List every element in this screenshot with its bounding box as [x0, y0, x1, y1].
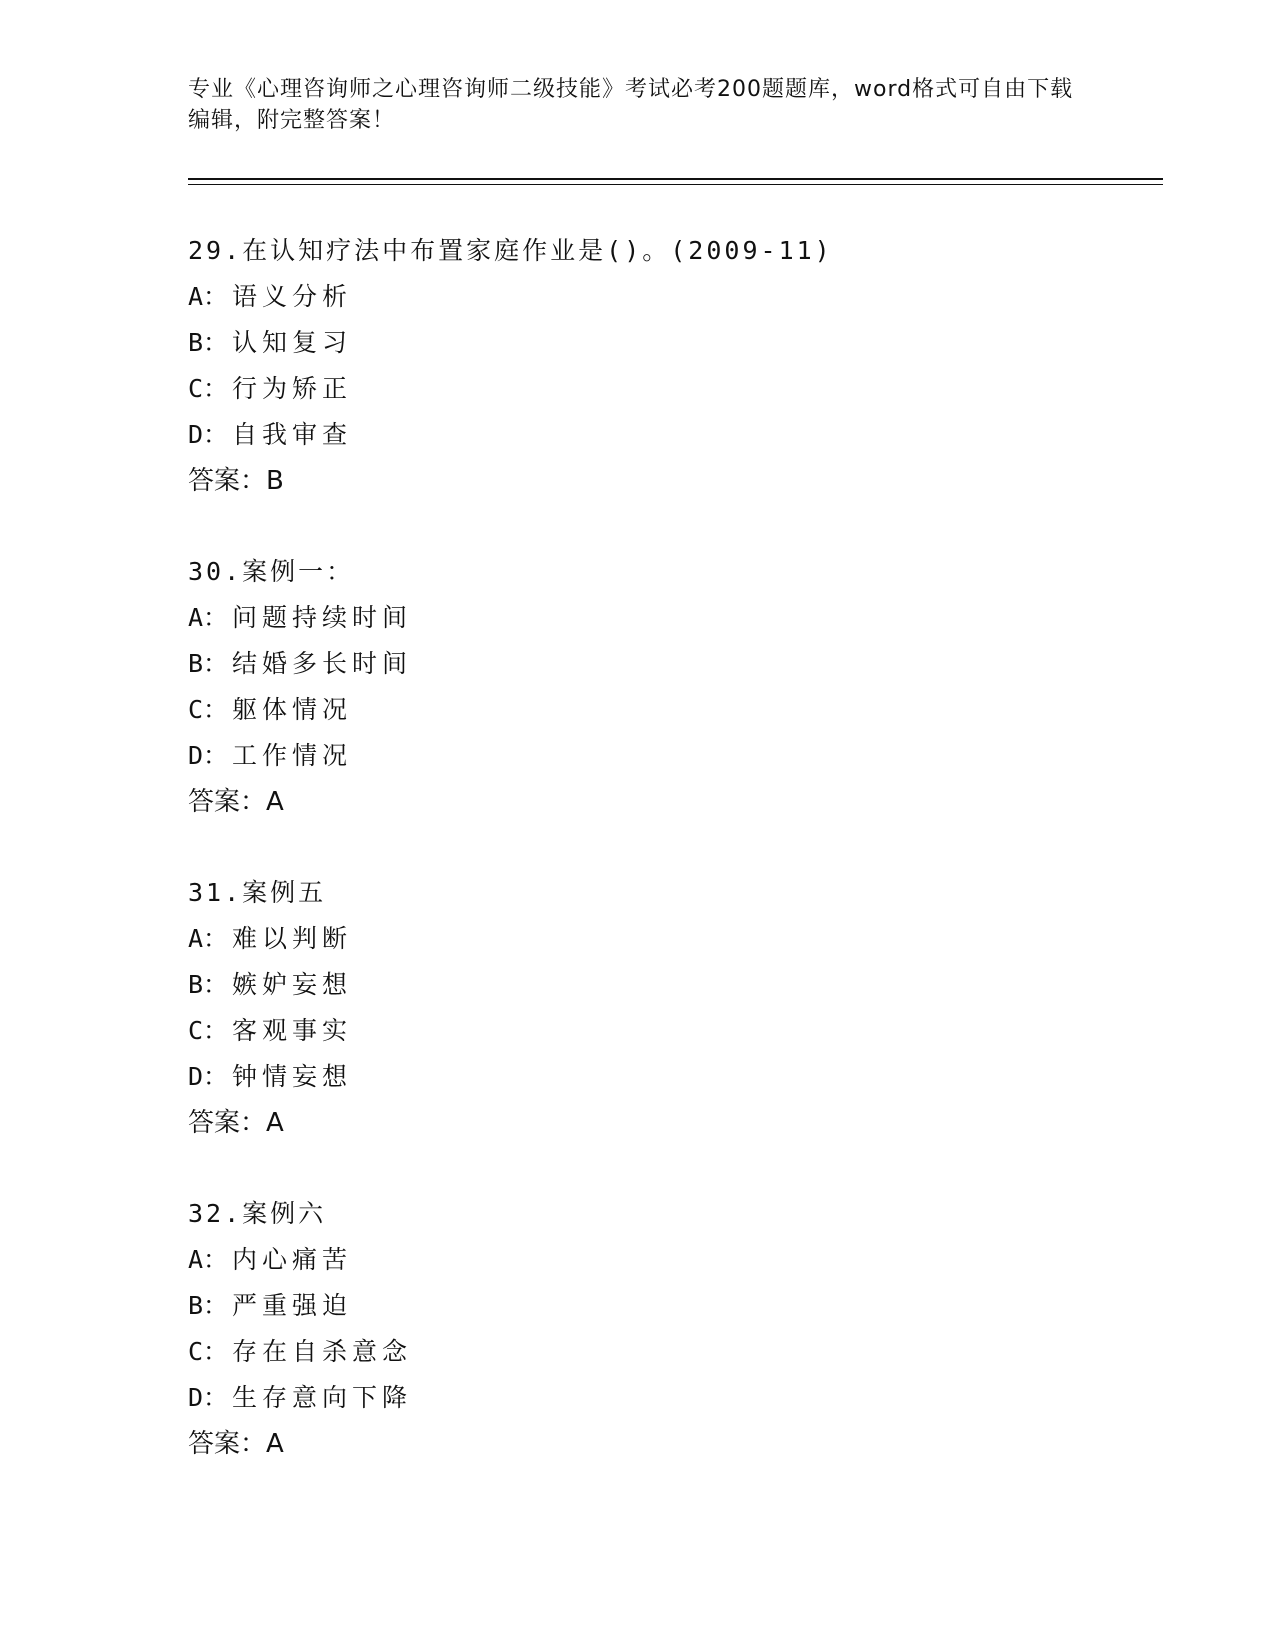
option-letter: A：: [188, 924, 229, 953]
option-letter: A：: [188, 282, 229, 311]
option-letter: A：: [188, 1245, 229, 1274]
option-text: 存在自杀意念: [232, 1337, 413, 1366]
option-c: [188, 366, 1088, 412]
option-text: 自我审查: [232, 420, 353, 449]
option-text: 躯体情况: [232, 695, 353, 724]
option-b: [188, 962, 1088, 1008]
option-c: [188, 1008, 1088, 1054]
option-letter: A：: [188, 603, 229, 632]
answer-line: 答案：A: [188, 1108, 284, 1138]
question-title: 31.案例五: [188, 878, 327, 907]
option-b: [188, 1283, 1088, 1329]
question-title: 32.案例六: [188, 1199, 327, 1228]
option-letter: C：: [188, 1337, 229, 1366]
option-letter: B：: [188, 970, 229, 999]
answer-line: 答案：A: [188, 787, 284, 817]
question-block: [188, 1191, 1088, 1467]
option-a: [188, 916, 1088, 962]
question-block: [188, 228, 1088, 504]
option-letter: B：: [188, 328, 229, 357]
option-text: 工作情况: [232, 741, 353, 770]
option-d: [188, 412, 1088, 458]
option-text: 认知复习: [232, 328, 353, 357]
option-b: [188, 320, 1088, 366]
option-text: 生存意向下降: [232, 1383, 413, 1412]
option-text: 钟情妄想: [232, 1062, 353, 1091]
option-d: [188, 1375, 1088, 1421]
option-text: 严重强迫: [232, 1291, 353, 1320]
option-letter: C：: [188, 374, 229, 403]
option-text: 问题持续时间: [232, 603, 413, 632]
option-letter: B：: [188, 649, 229, 678]
option-text: 难以判断: [232, 924, 353, 953]
option-text: 结婚多长时间: [232, 649, 413, 678]
option-a: [188, 274, 1088, 320]
option-letter: D：: [188, 741, 229, 770]
option-a: [188, 1237, 1088, 1283]
option-c: [188, 1329, 1088, 1375]
option-b: [188, 641, 1088, 687]
option-d: [188, 733, 1088, 779]
answer-line: 答案：B: [188, 466, 284, 496]
option-c: [188, 687, 1088, 733]
option-letter: C：: [188, 1016, 229, 1045]
option-text: 嫉妒妄想: [232, 970, 353, 999]
option-letter: B：: [188, 1291, 229, 1320]
question-block: [188, 870, 1088, 1146]
option-a: [188, 595, 1088, 641]
option-text: 语义分析: [232, 282, 353, 311]
option-letter: D：: [188, 420, 229, 449]
option-letter: D：: [188, 1062, 229, 1091]
option-letter: C：: [188, 695, 229, 724]
header-divider-thin: [188, 184, 1163, 185]
answer-line: 答案：A: [188, 1429, 284, 1459]
question-title: 30.案例一：: [188, 557, 355, 586]
option-text: 客观事实: [232, 1016, 353, 1045]
document-header: 专业《心理咨询师之心理咨询师二级技能》考试必考200题题库，word格式可自由下载编辑，附完整答案！: [188, 77, 1074, 133]
option-d: [188, 1054, 1088, 1100]
option-text: 内心痛苦: [232, 1245, 353, 1274]
question-block: [188, 549, 1088, 825]
question-title: 29.在认知疗法中布置家庭作业是()。(2009-11): [188, 236, 833, 265]
option-text: 行为矫正: [232, 374, 353, 403]
option-letter: D：: [188, 1383, 229, 1412]
header-divider-thick: [188, 178, 1163, 180]
